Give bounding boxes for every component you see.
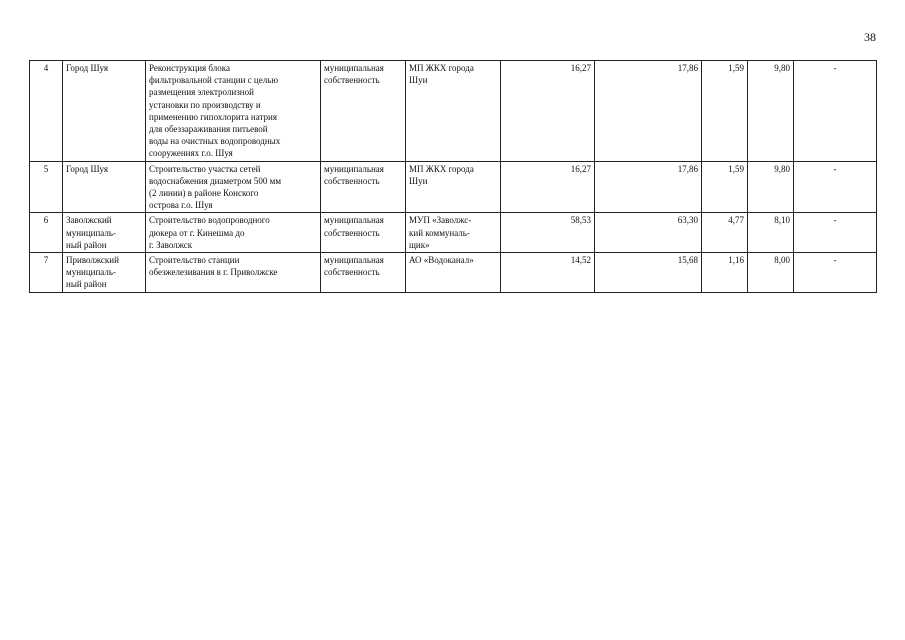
operator-cell: МУП «Заволжс- кий коммуналь- щик» <box>406 213 501 253</box>
table-row <box>30 61 877 162</box>
value-cell-4: 9,80 <box>748 161 794 213</box>
projects-table <box>29 60 877 293</box>
table-row <box>30 253 877 293</box>
project-cell: Реконструкция блока фильтровальной станции с целью размещения электролизной установки по производству и применению гипохлорита натрия для обеззараживания питьевой воды на очистных водопроводных сооружениях г.о. Шуя <box>146 61 321 162</box>
ownership-cell: муниципальная собственность <box>321 213 406 253</box>
value-cell-1: 16,27 <box>501 161 595 213</box>
operator-cell: АО «Водоканал» <box>406 253 501 293</box>
value-cell-5: - <box>794 161 877 213</box>
value-cell-4: 8,00 <box>748 253 794 293</box>
territory-cell: Заволжский муниципаль- ный район <box>63 213 146 253</box>
value-cell-5: - <box>794 213 877 253</box>
page-number: 38 <box>864 30 876 44</box>
value-cell-5: - <box>794 61 877 162</box>
project-cell: Строительство станции обезжелезивания в г. Приволжске <box>146 253 321 293</box>
value-cell-1: 16,27 <box>501 61 595 162</box>
row-number: 4 <box>30 61 63 162</box>
table-row <box>30 161 877 213</box>
ownership-cell: муниципальная собственность <box>321 253 406 293</box>
project-cell: Строительство участка сетей водоснабжения диаметром 500 мм (2 линии) в районе Конского острова г.о. Шуя <box>146 161 321 213</box>
value-cell-3: 1,59 <box>702 161 748 213</box>
value-cell-4: 8,10 <box>748 213 794 253</box>
project-cell: Строительство водопроводного дюкера от г. Кинешма до г. Заволжск <box>146 213 321 253</box>
value-cell-2: 17,86 <box>595 161 702 213</box>
table-row <box>30 213 877 253</box>
operator-cell: МП ЖКХ города Шуи <box>406 61 501 162</box>
value-cell-3: 4,77 <box>702 213 748 253</box>
value-cell-1: 58,53 <box>501 213 595 253</box>
territory-cell: Приволжский муниципаль- ный район <box>63 253 146 293</box>
row-number: 6 <box>30 213 63 253</box>
value-cell-1: 14,52 <box>501 253 595 293</box>
row-number: 7 <box>30 253 63 293</box>
operator-cell: МП ЖКХ города Шуи <box>406 161 501 213</box>
value-cell-4: 9,80 <box>748 61 794 162</box>
value-cell-2: 15,68 <box>595 253 702 293</box>
value-cell-2: 63,30 <box>595 213 702 253</box>
territory-cell: Город Шуя <box>63 161 146 213</box>
ownership-cell: муниципальная собственность <box>321 61 406 162</box>
value-cell-3: 1,59 <box>702 61 748 162</box>
value-cell-5: - <box>794 253 877 293</box>
value-cell-2: 17,86 <box>595 61 702 162</box>
territory-cell: Город Шуя <box>63 61 146 162</box>
ownership-cell: муниципальная собственность <box>321 161 406 213</box>
row-number: 5 <box>30 161 63 213</box>
value-cell-3: 1,16 <box>702 253 748 293</box>
